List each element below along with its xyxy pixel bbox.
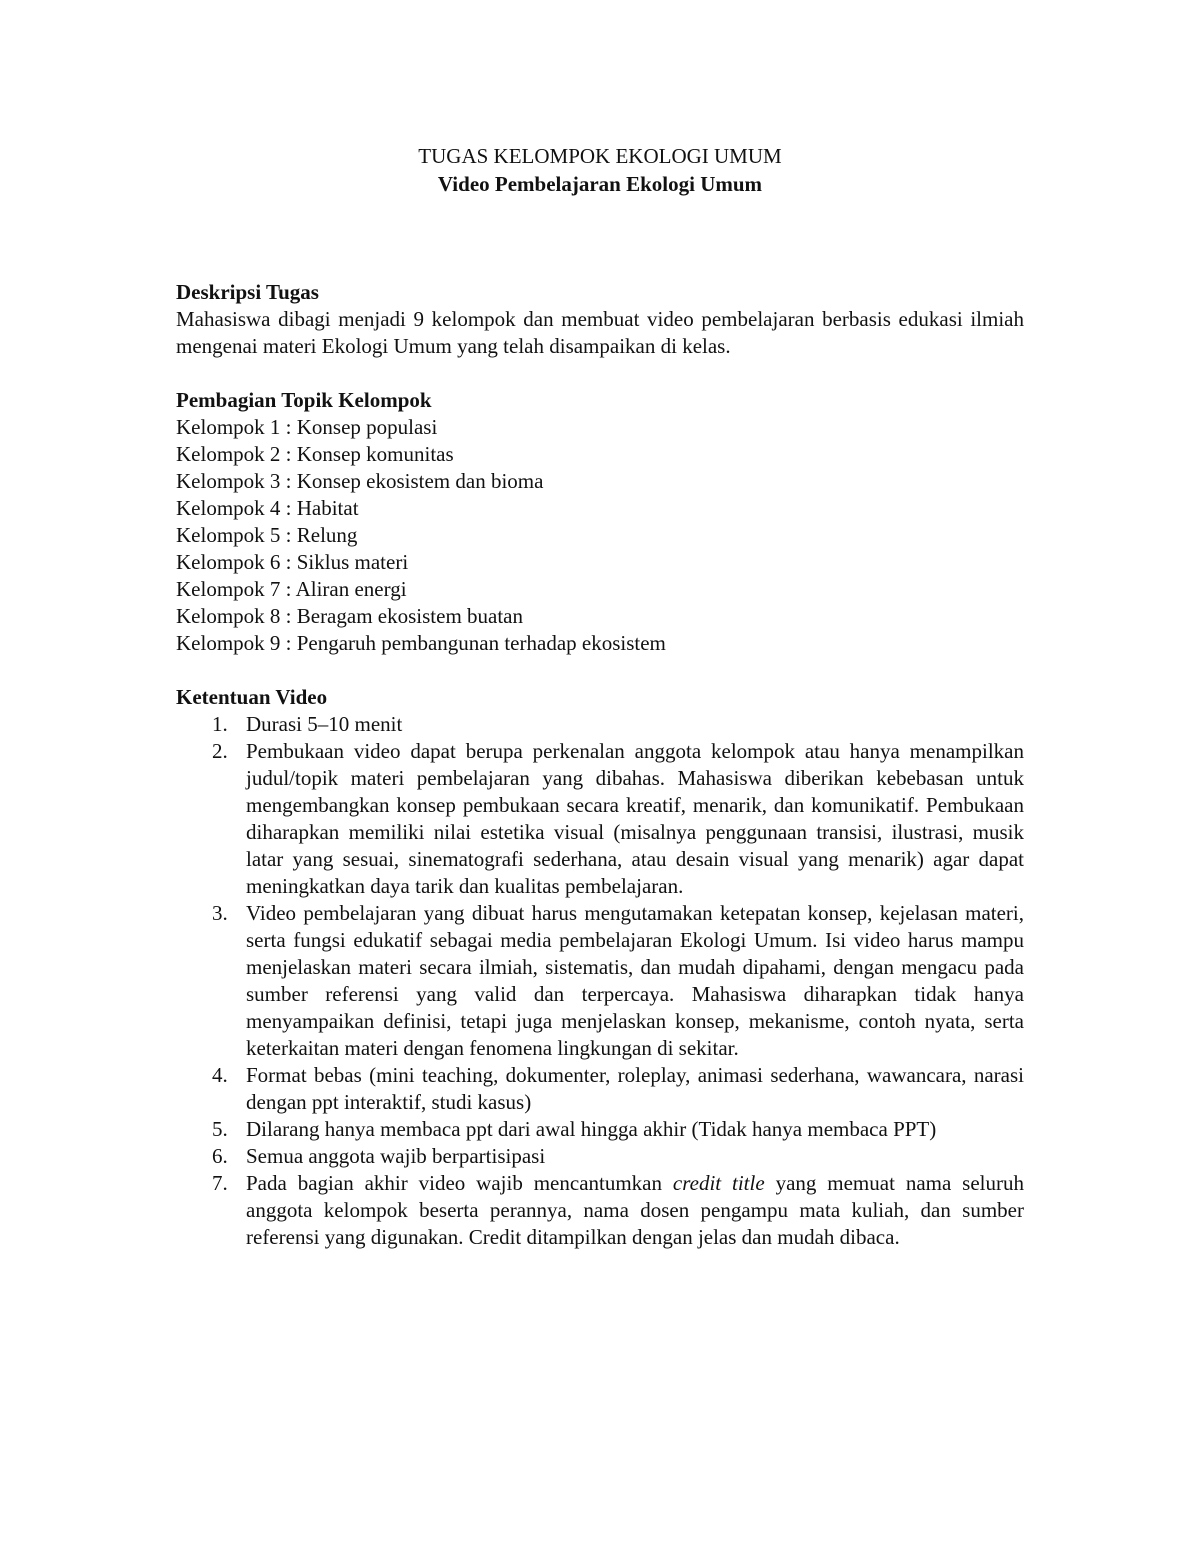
topic-item: Kelompok 4 : Habitat bbox=[176, 496, 359, 520]
rule-text: Pembukaan video dapat berupa perkenalan anggota kelompok atau hanya menampilkan judul/topik materi pembelajaran yang dibahas. Mahasiswa diberikan kebebasan untuk mengembangkan konsep pembukaan secara kreatif, menarik, dan komunikatif. Pembukaan diharapkan memiliki nilai estetika visual (misalnya penggunaan transisi, ilustrasi, musik latar yang sesuai, sinematografi sederhana, atau desain visual yang menarik) agar dapat meningkatkan daya tarik dan kualitas pembelajaran. bbox=[246, 739, 1024, 898]
rule-number: 5. bbox=[212, 1117, 228, 1141]
rule-item bbox=[176, 900, 1024, 1062]
rule-text: Video pembelajaran yang dibuat harus mengutamakan ketepatan konsep, kejelasan materi, serta fungsi edukatif sebagai media pembelajaran Ekologi Umum. Isi video harus mampu menjelaskan materi secara ilmiah, sistematis, dan mudah dipahami, dengan mengacu pada sumber referensi yang valid dan terpercaya. Mahasiswa diharapkan tidak hanya menyampaikan definisi, tetapi juga menjelaskan konsep, mekanisme, contoh nyata, serta keterkaitan materi dengan fenomena lingkungan di sekitar. bbox=[246, 901, 1024, 1060]
rule-item bbox=[176, 1143, 1024, 1170]
rule-text: Semua anggota wajib berpartisipasi bbox=[246, 1144, 546, 1168]
topic-item: Kelompok 8 : Beragam ekosistem buatan bbox=[176, 604, 524, 628]
rule-item bbox=[176, 1116, 1024, 1143]
topic-list bbox=[176, 414, 1024, 657]
section-ketentuan bbox=[176, 684, 1024, 1251]
topic-item: Kelompok 2 : Konsep komunitas bbox=[176, 442, 454, 466]
topic-item: Kelompok 3 : Konsep ekosistem dan bioma bbox=[176, 469, 544, 493]
topic-item: Kelompok 1 : Konsep populasi bbox=[176, 415, 438, 439]
rule-item bbox=[176, 711, 1024, 738]
deskripsi-text: Mahasiswa dibagi menjadi 9 kelompok dan membuat video pembelajaran berbasis edukasi ilmiah mengenai materi Ekologi Umum yang telah disampaikan di kelas. bbox=[176, 307, 1024, 358]
rule-text: Dilarang hanya membaca ppt dari awal hingga akhir (Tidak hanya membaca PPT) bbox=[246, 1117, 937, 1141]
section-deskripsi bbox=[176, 279, 1024, 360]
rule-number: 6. bbox=[212, 1144, 228, 1168]
rule-item bbox=[176, 738, 1024, 900]
rule-number: 4. bbox=[212, 1063, 228, 1087]
topic-item: Kelompok 5 : Relung bbox=[176, 523, 358, 547]
document-title: TUGAS KELOMPOK EKOLOGI UMUM bbox=[418, 144, 782, 168]
rule-item bbox=[176, 1170, 1024, 1251]
rule-text: Format bebas (mini teaching, dokumenter, roleplay, animasi sederhana, wawancara, narasi dengan ppt interaktif, studi kasus) bbox=[246, 1063, 1024, 1114]
document-subtitle: Video Pembelajaran Ekologi Umum bbox=[437, 172, 763, 196]
rule-text-italic: credit title bbox=[672, 1171, 765, 1195]
topic-item: Kelompok 6 : Siklus materi bbox=[176, 550, 409, 574]
rule-item bbox=[176, 1062, 1024, 1116]
rule-text-after: yang memuat nama seluruh anggota kelompok beserta perannya, nama dosen pengampu mata kuliah, dan sumber referensi yang digunakan. Credit ditampilkan dengan jelas dan mudah dibaca. bbox=[246, 1171, 1025, 1249]
rule-number: 3. bbox=[212, 901, 228, 925]
rule-list bbox=[176, 711, 1024, 1251]
ketentuan-heading: Ketentuan Video bbox=[176, 685, 328, 709]
section-topik bbox=[176, 387, 1024, 657]
deskripsi-heading: Deskripsi Tugas bbox=[176, 280, 319, 304]
rule-text: Durasi 5–10 menit bbox=[246, 712, 403, 736]
rule-number: 1. bbox=[212, 712, 228, 736]
rule-text-before: Pada bagian akhir video wajib mencantumkan bbox=[246, 1171, 673, 1195]
title-block bbox=[176, 142, 1024, 198]
topic-item: Kelompok 7 : Aliran energi bbox=[176, 577, 407, 601]
topik-heading: Pembagian Topik Kelompok bbox=[176, 388, 432, 412]
rule-number: 2. bbox=[212, 739, 228, 763]
topic-item: Kelompok 9 : Pengaruh pembangunan terhadap ekosistem bbox=[176, 631, 666, 655]
rule-number: 7. bbox=[212, 1171, 228, 1195]
